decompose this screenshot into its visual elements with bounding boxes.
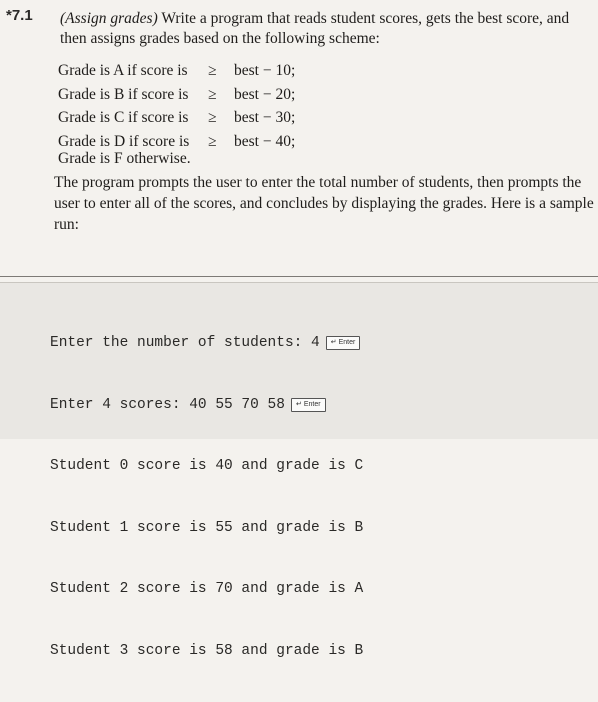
- sample-run-line: [50, 456, 363, 477]
- enter-key-icon: ↵ Enter: [291, 398, 326, 412]
- grade-operator: ≥: [208, 62, 217, 79]
- grade-label: Grade is B if score is: [58, 85, 189, 103]
- grade-label: Grade is C if score is: [58, 109, 189, 126]
- sample-run-line: [50, 579, 363, 600]
- sample-run-line: [50, 395, 363, 416]
- console-text: Student 3 score is 58 and grade is B: [50, 642, 364, 659]
- exercise-number: *7.1: [6, 7, 33, 24]
- sample-run-line: [50, 333, 363, 354]
- console-text: Enter 4 scores: 40 55 70 58: [50, 396, 285, 413]
- grade-operator: ≥: [208, 109, 217, 126]
- grade-threshold: best − 30;: [234, 109, 296, 126]
- exercise-intro: [60, 9, 596, 49]
- sample-run-line: [50, 641, 363, 662]
- sample-run: [50, 292, 363, 702]
- exercise-intro-text: Write a program that reads student scores, gets the best score, and then assigns grades based on the following scheme:: [60, 10, 570, 47]
- enter-key-label: Enter: [338, 339, 356, 346]
- enter-key-icon: ↵ Enter: [326, 336, 361, 350]
- grade-operator: ≥: [208, 132, 217, 150]
- enter-key-label: Enter: [303, 400, 321, 408]
- console-text: Enter the number of students: 4: [50, 335, 320, 351]
- grade-label: Grade is D if score is: [58, 132, 190, 150]
- grade-otherwise: Grade is F otherwise.: [58, 150, 191, 167]
- grade-threshold: best − 10;: [234, 62, 296, 79]
- grade-operator: ≥: [208, 85, 217, 103]
- grade-threshold: best − 20;: [234, 85, 296, 103]
- divider: [0, 276, 598, 277]
- console-text: Student 2 score is 70 and grade is A: [50, 581, 364, 597]
- grade-threshold: best − 40;: [234, 132, 296, 150]
- exercise-title: (Assign grades): [60, 10, 158, 27]
- grade-label: Grade is A if score is: [58, 62, 188, 79]
- console-text: Student 1 score is 55 and grade is B: [50, 519, 364, 536]
- sample-run-line: [50, 518, 363, 539]
- console-text: Student 0 score is 40 and grade is C: [50, 458, 364, 474]
- description-paragraph: The program prompts the user to enter the total number of students, then prompts the user to enter all of the scores, and concludes by displaying the grades. Here is a sample run:: [54, 174, 594, 233]
